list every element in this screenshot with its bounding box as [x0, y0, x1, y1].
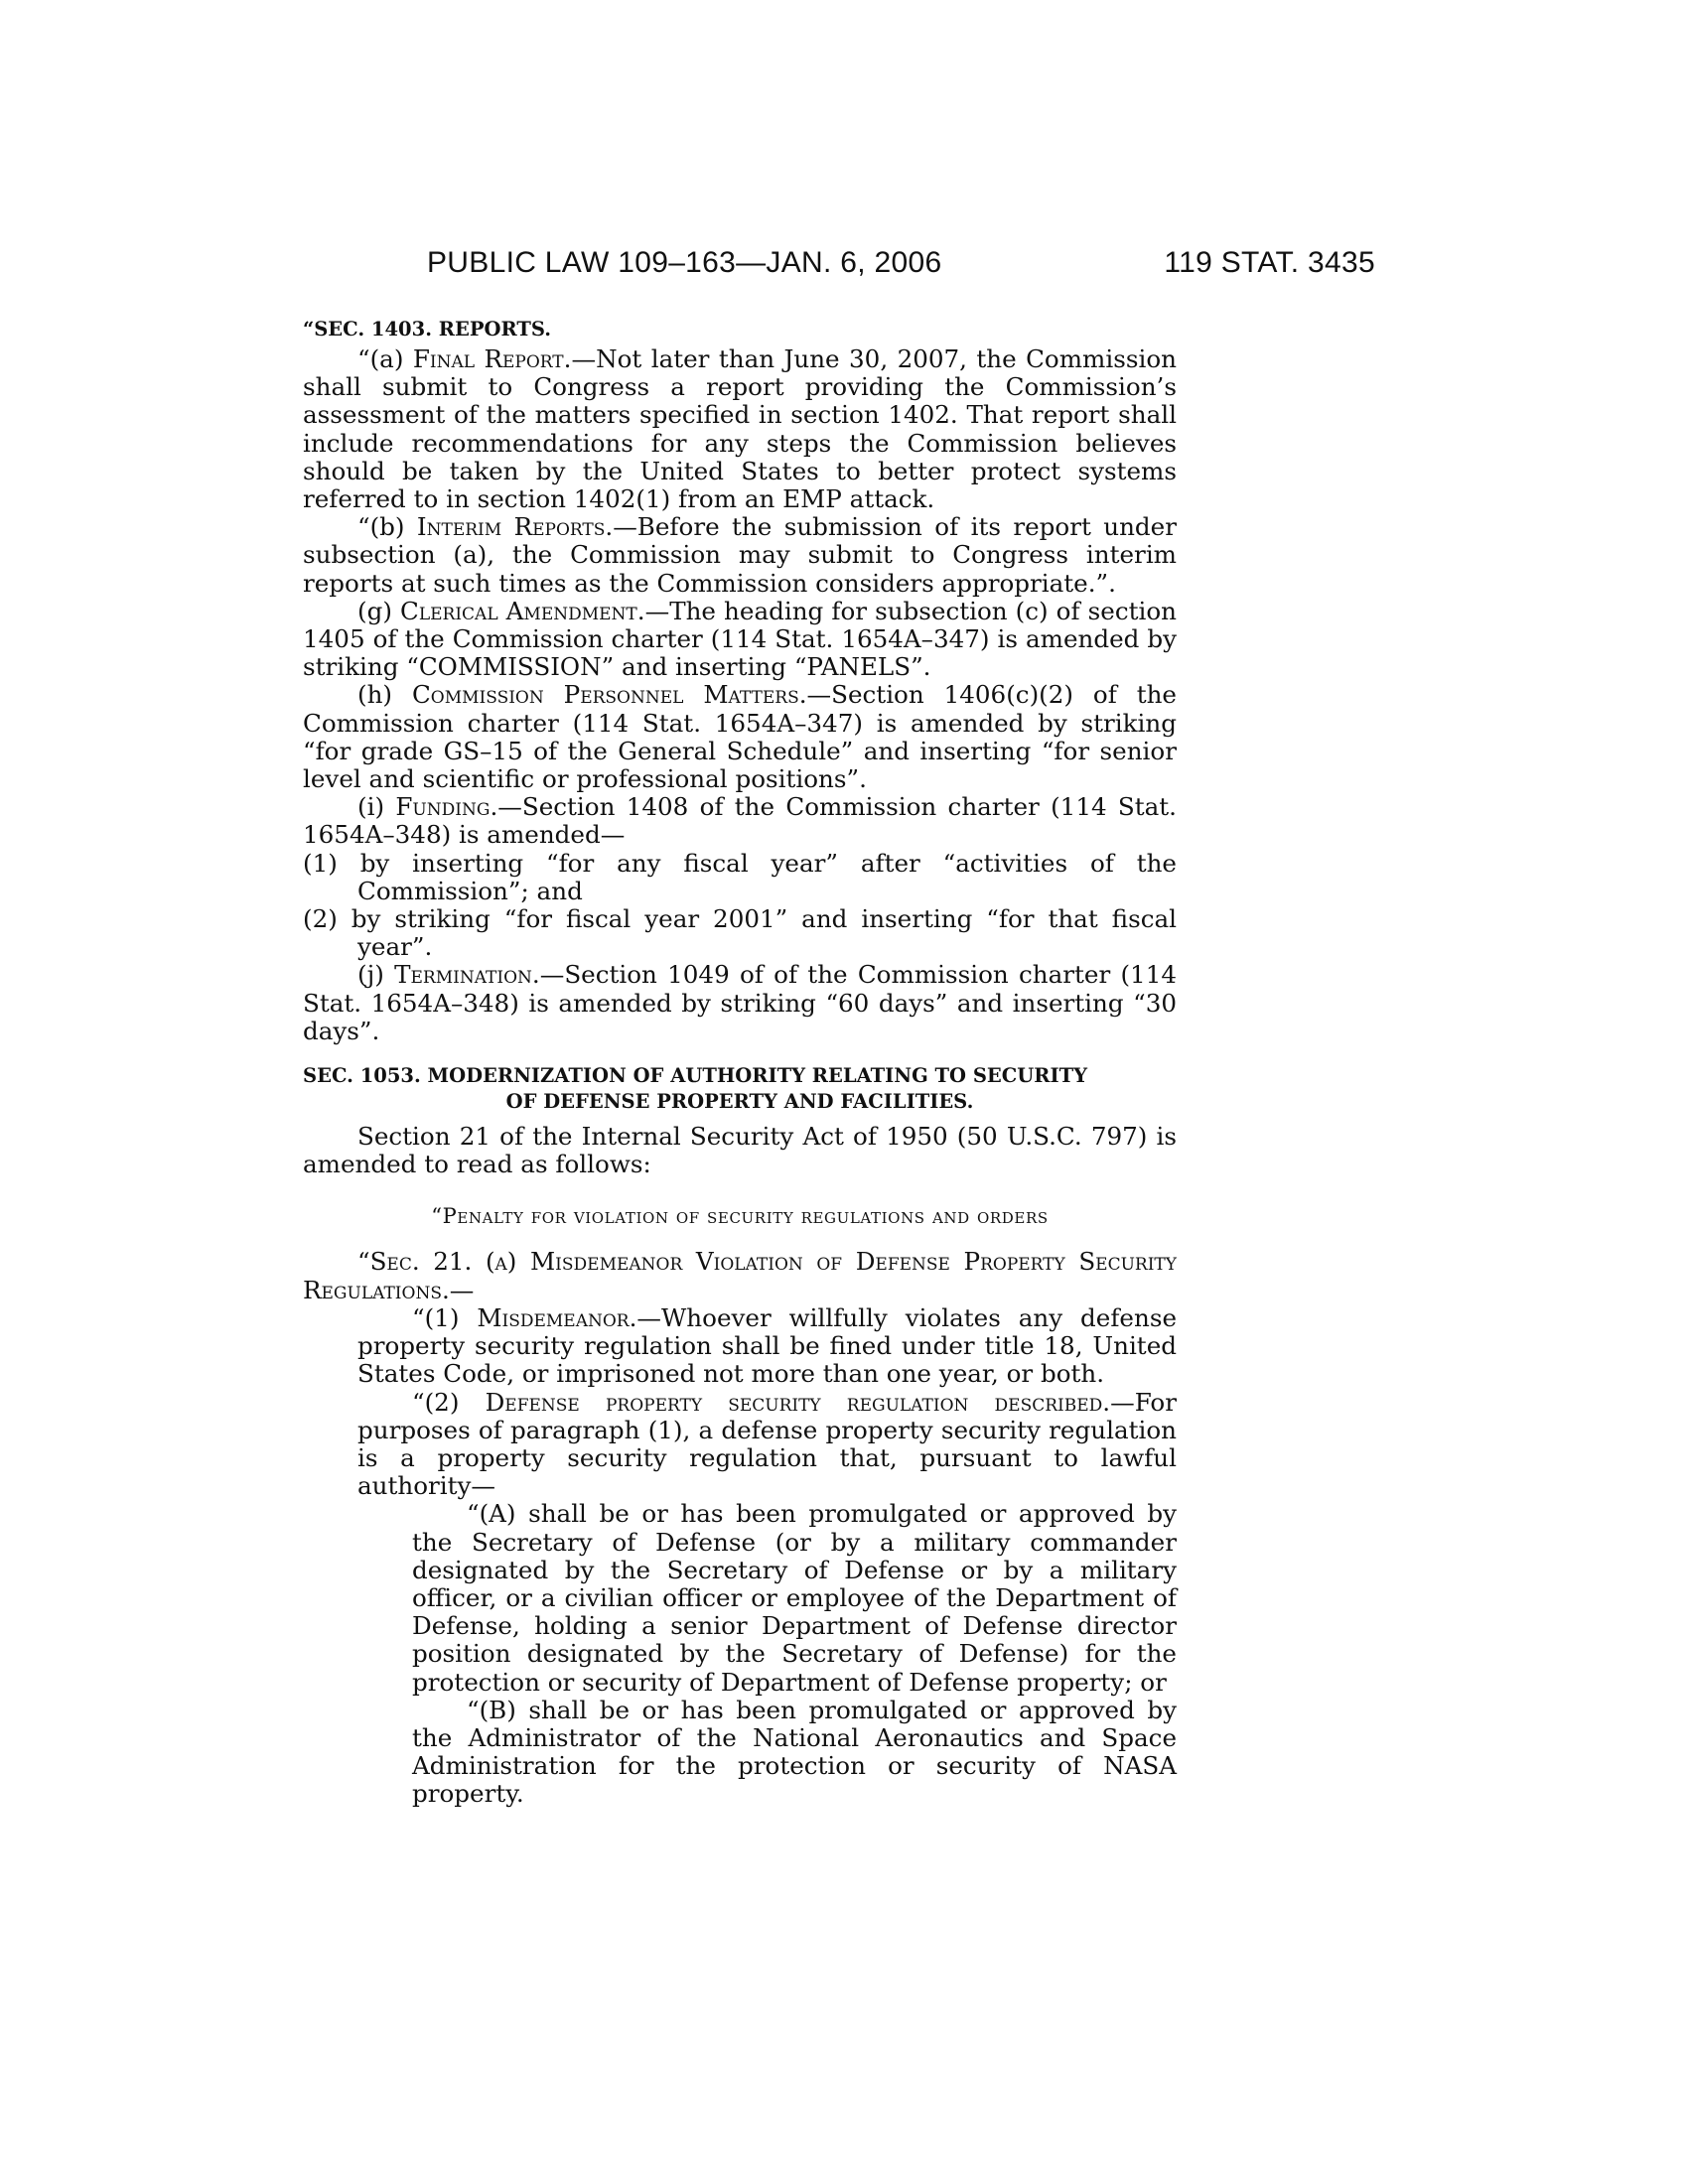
paragraph-1-caption: Misdemeanor: [477, 1302, 630, 1332]
amendment-h-caption: Commission Personnel Matters: [411, 680, 799, 710]
subsection-b-interim-reports: [303, 513, 1177, 598]
amendment-i-paragraph-1-text: (1) by inserting “for any fiscal year” after “activities of the Commission”; and: [303, 848, 1177, 905]
paragraph-2-caption: Defense property security regulation described: [485, 1387, 1103, 1417]
section-21-prefix: “Sec. 21. (a): [357, 1247, 530, 1277]
section-1053-heading-line-2: OF DEFENSE PROPERTY AND FACILITIES.: [505, 1090, 974, 1114]
subsection-a-prefix: “(a): [357, 344, 413, 373]
amendment-i-paragraph-1: [248, 850, 1177, 905]
paragraph-1-misdemeanor: [303, 1304, 1177, 1389]
amendment-j-termination: [303, 961, 1177, 1045]
section-1053-intro: Section 21 of the Internal Security Act of 1950 (50 U.S.C. 797) is amended to read as follows:: [303, 1122, 1177, 1179]
amendment-j-prefix: (j): [357, 960, 395, 990]
section-21-a-caption: Misdemeanor Violation of Defense Property Security Regulations: [303, 1247, 1177, 1304]
section-21-a-heading: [303, 1248, 1177, 1303]
amendment-h-personnel: [303, 681, 1177, 793]
paragraph-2-prefix: “(2): [412, 1387, 486, 1417]
paragraph-2-regulation-described: [303, 1389, 1177, 1501]
subsection-a-final-report: [303, 345, 1177, 513]
subsection-a-caption: Final Report: [412, 344, 564, 373]
section-1053-heading-line-1: SEC. 1053. MODERNIZATION OF AUTHORITY RELATING TO SECURITY: [303, 1064, 1088, 1088]
paragraph-1-prefix: “(1): [412, 1302, 478, 1332]
subsection-b-prefix: “(b): [357, 512, 417, 542]
running-head-title: PUBLIC LAW 109–163—JAN. 6, 2006: [427, 246, 942, 279]
amendment-i-paragraph-2-text: (2) by striking “for fiscal year 2001” and inserting “for that fiscal year”.: [303, 904, 1177, 962]
subsection-a-text: .—Not later than June 30, 2007, the Commission shall submit to Congress a report providing the Commission’s assessment of the matters specified in section 1402. That report shall include recommendations for any steps the Commission believes should be taken by the United States to better protect systems referred to in section 1402(1) from an EMP attack.: [303, 344, 1177, 514]
subparagraph-a: “(A) shall be or has been promulgated or approved by the Secretary of Defense (or by a military commander designated by the Secretary of Defense or by a military officer, or a civilian officer or employee of the Department of Defense, holding a senior Department of Defense director position designated by the Secretary of Defense) for the protection or security of Department of Defense property; or: [412, 1499, 1177, 1697]
amendment-g-clerical: [303, 598, 1177, 682]
subsection-b-text: .—Before the submission of its report under subsection (a), the Commission may submit to Congress interim reports at such times as the Commission considers appropriate.”.: [303, 512, 1177, 598]
subsection-b-caption: Interim Reports: [416, 512, 606, 542]
amendment-i-text: .—Section 1408 of the Commission charter (114 Stat. 1654A–348) is amended—: [303, 792, 1177, 850]
document-body: [303, 316, 1177, 1809]
amendment-i-paragraph-2: [248, 905, 1177, 961]
amendment-h-prefix: (h): [357, 680, 412, 710]
amendment-i-prefix: (i): [357, 792, 396, 822]
penalty-heading: “Penalty for violation of security regulations and orders: [431, 1204, 1049, 1229]
page-header: [417, 246, 1375, 290]
amendment-i-caption: Funding: [395, 792, 491, 822]
amendment-g-prefix: (g): [357, 596, 400, 625]
amendment-h-text: .—Section 1406(c)(2) of the Commission charter (114 Stat. 1654A–347) is amended by striking “for grade GS–15 of the General Schedule” and inserting “for senior level and scientific or professional positions”.: [303, 680, 1177, 794]
subparagraph-b: “(B) shall be or has been promulgated or approved by the Administrator of the National Aeronautics and Space Administration for the protection or security of NASA property.: [412, 1695, 1177, 1809]
amendment-j-caption: Termination: [394, 960, 532, 990]
paragraph-2-text: .—For purposes of paragraph (1), a defense property security regulation is a property security regulation that, pursuant to lawful authority—: [357, 1387, 1177, 1501]
amendment-i-funding: [303, 793, 1177, 849]
amendment-g-caption: Clerical Amendment: [400, 596, 637, 625]
section-21-a-suffix: .—: [441, 1275, 475, 1304]
statute-page-number: 119 STAT. 3435: [1164, 246, 1375, 279]
section-1053-heading: [303, 1063, 1177, 1115]
paragraph-1-text: .—Whoever willfully violates any defense property security regulation shall be fined under title 18, United States Code, or imprisoned not more than one year, or both.: [357, 1302, 1177, 1389]
section-1403-heading: “SEC. 1403. REPORTS.: [303, 318, 552, 341]
amendment-j-text: .—Section 1049 of of the Commission charter (114 Stat. 1654A–348) is amended by striking “60 days” and inserting “30 days”.: [303, 960, 1177, 1045]
amendment-g-text: .—The heading for subsection (c) of section 1405 of the Commission charter (114 Stat. 1654A–347) is amended by striking “COMMISSION” and inserting “PANELS”.: [303, 596, 1177, 682]
